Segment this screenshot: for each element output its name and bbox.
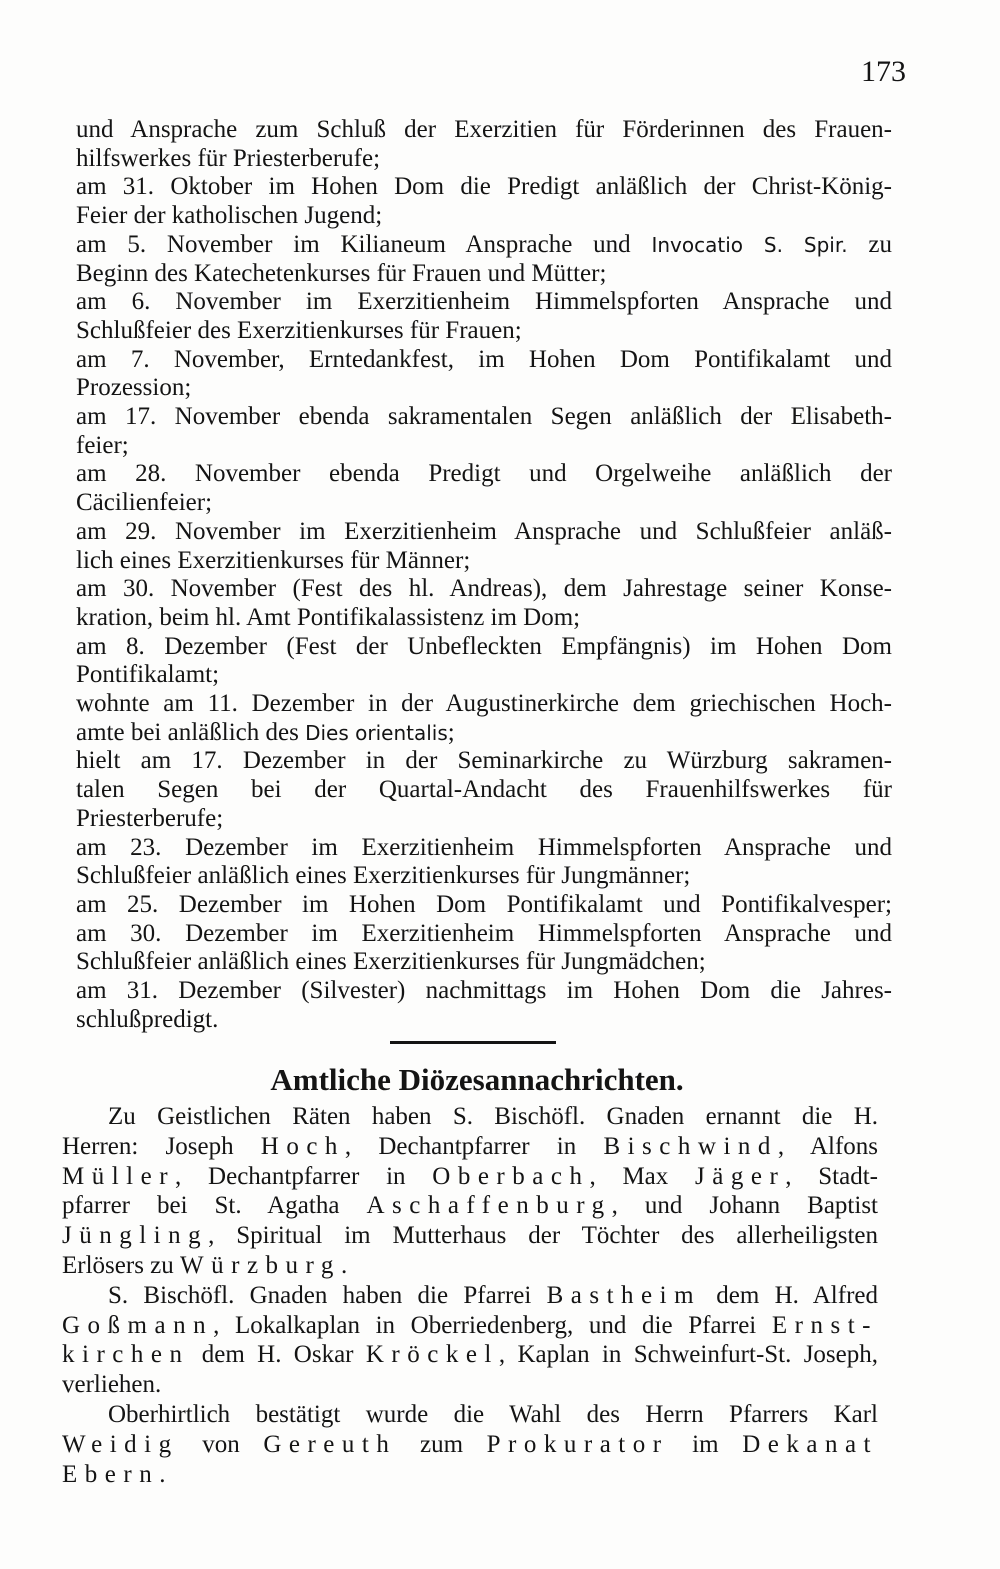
spaced-name: Weidig [62, 1430, 179, 1458]
entry-line: am 29. November im Exerzitienheim Ansprache und Schlußfeier anläß- [76, 517, 892, 545]
entry-line: Pontifikalamt; [76, 661, 220, 689]
text-segment: S. Bischöfl. Gnaden haben die Pfarrei [108, 1281, 547, 1309]
text-segment: dem H. Oskar [189, 1341, 366, 1369]
spaced-name: Aschaffenburg [366, 1192, 612, 1220]
text-segment: zu [847, 230, 892, 258]
text-segment: amte bei anläßlich des [76, 718, 306, 746]
text-segment: am 5. November im Kilianeum Ansprache und [76, 230, 652, 258]
activity-entry [76, 633, 892, 690]
entry-line: Schlußfeier anläßlich eines Exerzitienkurses für Jungmädchen; [76, 948, 706, 976]
activity-entry [76, 460, 892, 517]
entry-line: hielt am 17. Dezember in der Seminarkirche zu Würzburg sakramen- [76, 747, 892, 775]
paragraph-line [62, 1340, 878, 1370]
entry-line: am 7. November, Erntedankfest, im Hohen Dom Pontifikalamt und [76, 345, 892, 373]
text-segment: , Max [589, 1162, 696, 1190]
paragraph-line [62, 1281, 878, 1311]
entry-line: feier; [76, 431, 129, 459]
text-segment: . [340, 1251, 348, 1279]
text-segment: dem H. Alfred [701, 1281, 878, 1309]
entry-line: talen Segen bei der Quartal-Andacht des Frauenhilfswerkes für [76, 776, 892, 804]
text-segment: , Kaplan in Schweinfurt-St. Joseph, [498, 1341, 878, 1369]
entry-line [76, 719, 892, 748]
spaced-name: Ernst- [771, 1311, 878, 1339]
paragraph-line: Zu Geistlichen Räten haben S. Bischöfl. Gnaden ernannt die H. [108, 1103, 878, 1130]
text-segment: , Dechantpfarrer in [175, 1162, 433, 1190]
page-number: 173 [861, 55, 906, 88]
spaced-name: Prokurator [486, 1430, 669, 1458]
entry-line: und Ansprache zum Schluß der Exerzitien für Förderinnen des Frauen- [76, 116, 892, 143]
latin-phrase: Invocatio S. Spir. [651, 232, 848, 257]
text-segment: , Stadt- [785, 1162, 878, 1190]
paragraph-line [62, 1430, 878, 1460]
announcements [62, 1102, 878, 1489]
entry-line: Beginn des Katechetenkurses für Frauen und Mütter; [76, 259, 607, 287]
entry-line: Priesterberufe; [76, 804, 224, 832]
paragraph-line: verliehen. [62, 1371, 162, 1399]
activity-entry [76, 518, 892, 575]
text-segment: , Dechantpfarrer in [344, 1132, 604, 1160]
spaced-name: Oberbach [432, 1162, 590, 1190]
spaced-name: Ebern [62, 1460, 160, 1488]
entry-line: am 8. Dezember (Fest der Unbefleckten Empfängnis) im Hohen Dom [76, 632, 892, 660]
activity-list [76, 116, 892, 1035]
entry-line: Cäcilienfeier; [76, 489, 213, 517]
divider-rule [390, 1041, 556, 1044]
text-segment: Herren: Joseph [62, 1132, 261, 1160]
text-segment: im [668, 1430, 743, 1458]
announcement-paragraph [62, 1400, 878, 1489]
entry-line: lich eines Exerzitienkurses für Männer; [76, 546, 471, 574]
paragraph-line [62, 1311, 878, 1341]
paragraph-line [62, 1221, 878, 1251]
activity-entry [76, 288, 892, 345]
spaced-name: Gereuth [263, 1430, 397, 1458]
spaced-name: kirchen [62, 1341, 190, 1369]
spaced-name: Bischwind [603, 1132, 778, 1160]
activity-entry [76, 116, 892, 173]
text-segment: von [178, 1430, 264, 1458]
paragraph-line [62, 1132, 878, 1162]
text-segment: , Spiritual im Mutterhaus der Töchter des allerheiligsten [208, 1222, 878, 1250]
entry-line: hilfswerkes für Priesterberufe; [76, 144, 381, 172]
text-segment: , Alfons [777, 1132, 878, 1160]
spaced-name: Hoch [260, 1132, 345, 1160]
entry-line: Schlußfeier anläßlich eines Exerzitienkurses für Jungmänner; [76, 862, 691, 890]
activity-entry [76, 920, 892, 977]
spaced-name: Würzburg [180, 1251, 341, 1279]
activity-entry [76, 690, 892, 747]
activity-entry [76, 346, 892, 403]
text-segment: , und Johann Baptist [611, 1192, 878, 1220]
entry-line: schlußpredigt. [76, 1005, 219, 1033]
entry-line: am 31. Dezember (Silvester) nachmittags im Hohen Dom die Jahres- [76, 977, 892, 1005]
entry-line: kration, beim hl. Amt Pontifikalassistenz im Dom; [76, 603, 581, 631]
activity-entry [76, 231, 892, 288]
entry-line: am 23. Dezember im Exerzitienheim Himmelspforten Ansprache und [76, 833, 892, 861]
entry-line: am 6. November im Exerzitienheim Himmelspforten Ansprache und [76, 288, 892, 316]
entry-line: Schlußfeier des Exerzitienkurses für Frauen; [76, 316, 522, 344]
spaced-name: Jüngling [62, 1222, 209, 1250]
entry-line: am 25. Dezember im Hohen Dom Pontifikalamt und Pontifikalvesper; [76, 890, 892, 918]
entry-line: am 17. November ebenda sakramentalen Segen anläßlich der Elisabeth- [76, 403, 892, 431]
latin-phrase: Dies orientalis [305, 720, 448, 745]
entry-line: am 28. November ebenda Predigt und Orgelweihe anläßlich der [76, 460, 892, 488]
entry-line: am 30. November (Fest des hl. Andreas), dem Jahrestage seiner Konse- [76, 575, 892, 603]
activity-entry [76, 173, 892, 230]
text-segment: ; [447, 718, 455, 746]
paragraph-line [62, 1162, 878, 1192]
activity-entry [76, 891, 892, 920]
activity-entry [76, 403, 892, 460]
spaced-name: Müller [62, 1162, 176, 1190]
entry-line: am 31. Oktober im Hohen Dom die Predigt anläßlich der Christ-König- [76, 173, 892, 201]
paragraph-line [62, 1460, 878, 1490]
activity-entry [76, 747, 892, 833]
entry-line: am 30. Dezember im Exerzitienheim Himmelspforten Ansprache und [76, 919, 892, 947]
announcement-paragraph [62, 1102, 878, 1281]
paragraph-line: Oberhirtlich bestätigt wurde die Wahl des Herrn Pfarrers Karl [108, 1400, 878, 1428]
text-segment: zum [396, 1430, 487, 1458]
entry-line [76, 231, 892, 260]
paragraph-line [62, 1251, 878, 1281]
text-segment: , Lokalkaplan in Oberriedenberg, und die Pfarrei [213, 1311, 772, 1339]
spaced-name: Jäger [695, 1162, 786, 1190]
activity-entry [76, 834, 892, 891]
announcement-paragraph [62, 1281, 878, 1400]
spaced-name: Dekanat [742, 1430, 878, 1458]
spaced-name: Bastheim [546, 1281, 702, 1309]
activity-entry [76, 977, 892, 1034]
spaced-name: Goßmann [62, 1311, 214, 1339]
text-segment: pfarrer bei St. Agatha [62, 1192, 367, 1220]
text-segment: Erlösers zu [62, 1251, 181, 1279]
text-segment: . [159, 1460, 166, 1488]
entry-line: Prozession; [76, 374, 192, 402]
spaced-name: Kröckel [365, 1341, 499, 1369]
activity-entry [76, 575, 892, 632]
entry-line: wohnte am 11. Dezember in der Augustinerkirche dem griechischen Hoch- [76, 690, 892, 718]
paragraph-line [62, 1191, 878, 1221]
entry-line: Feier der katholischen Jugend; [76, 202, 383, 230]
section-heading: Amtliche Diözesannachrichten. [270, 1062, 684, 1097]
